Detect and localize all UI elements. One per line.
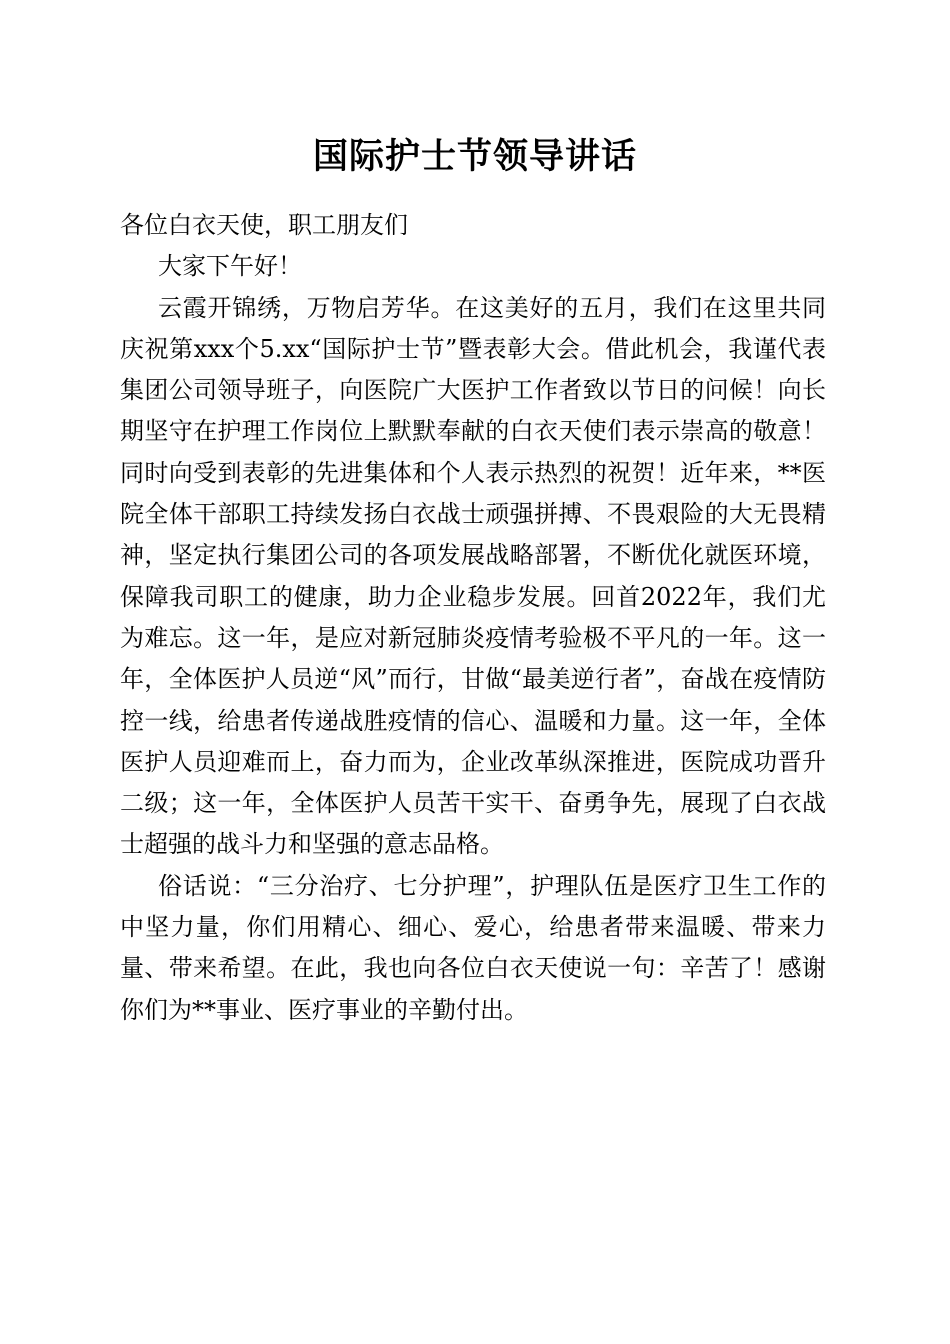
greeting: 大家下午好！: [158, 252, 302, 281]
paragraph-2: 俗话说：“三分治疗、七分护理”，护理队伍是医疗卫生工作的中坚力量，你们用精心、细心、爱心，给患者带来温暖、带来力量、带来希望。在此，我也向各位白衣天使说一句：辛苦了！感谢你们为**事业、医疗事业的辛勤付出。: [120, 871, 826, 1024]
page-title: 国际护士节领导讲话: [312, 136, 637, 177]
speech-body: [120, 205, 826, 1031]
salutation: 各位白衣天使，职工朋友们: [120, 211, 408, 239]
paragraph-1: 云霞开锦绣，万物启芳华。在这美好的五月，我们在这里共同庆祝第xxx个5.xx“国际护士节”暨表彰大会。借此机会，我谨代表集团公司领导班子，向医院广大医护工作者致以节日的问候！向长期坚守在护理工作岗位上默默奉献的白衣天使们表示崇高的敬意！同时向受到表彰的先进集体和个人表示热烈的祝贺！近年来，**医院全体干部职工持续发扬白衣战士顽强拼搏、不畏艰险的大无畏精神，坚定执行集团公司的各项发展战略部署，不断优化就医环境，保障我司职工的健康，助力企业稳步发展。回首2022年，我们尤为难忘。这一年，是应对新冠肺炎疫情考验极不平凡的一年。这一年，全体医护人员逆“风”而行，甘做“最美逆行者”，奋战在疫情防控一线，给患者传递战胜疫情的信心、温暖和力量。这一年，全体医护人员迎难而上，奋力而为，企业改革纵深推进，医院成功晋升二级；这一年，全体医护人员苦干实干、奋勇争先，展现了白衣战士超强的战斗力和坚强的意志品格。: [120, 293, 826, 859]
